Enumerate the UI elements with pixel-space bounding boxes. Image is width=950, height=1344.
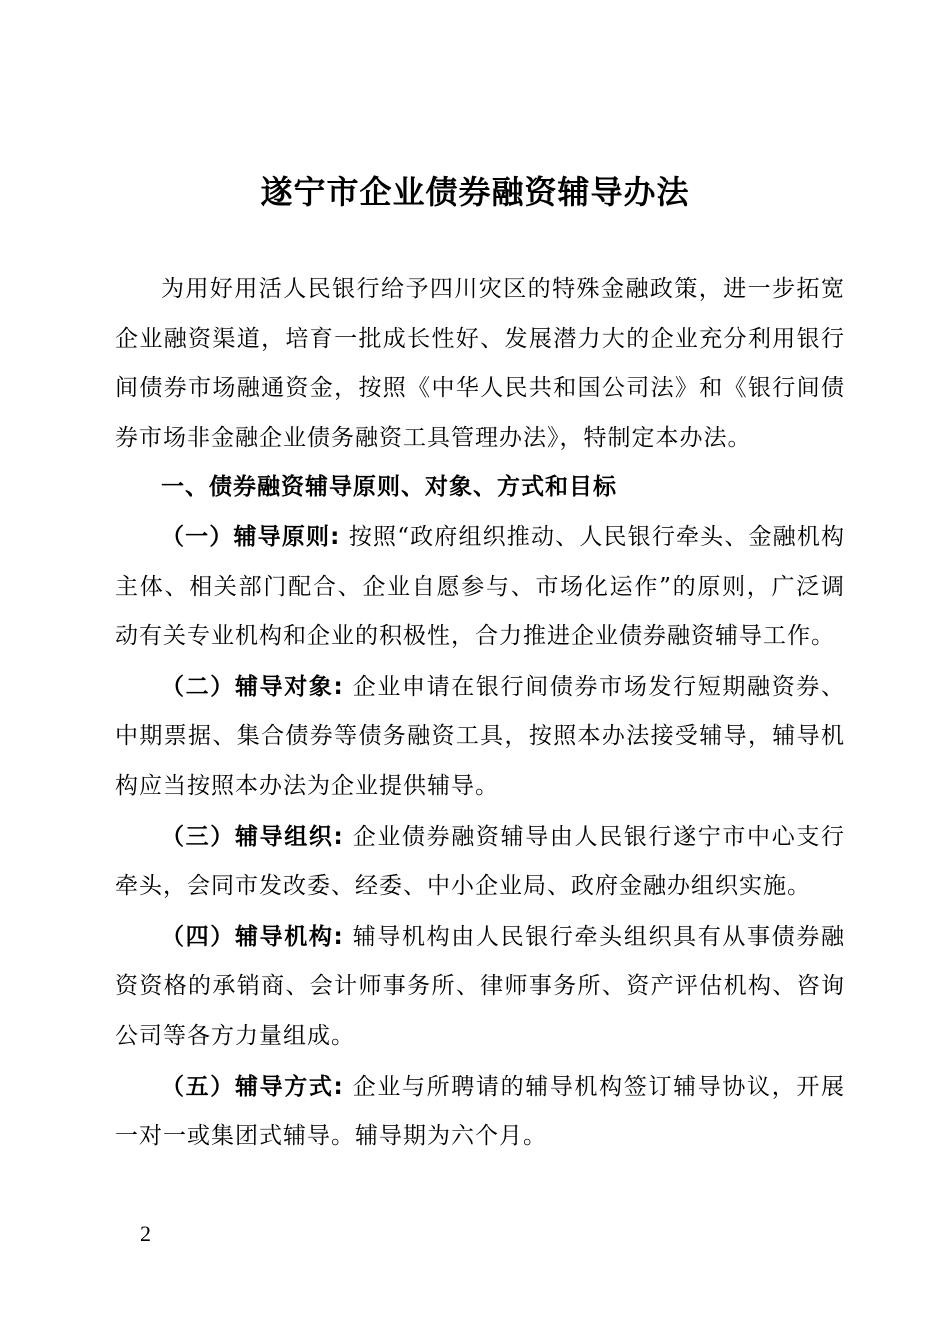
page-number: 2 bbox=[140, 1221, 151, 1246]
intro-paragraph: 为用好用活人民银行给予四川灾区的特殊金融政策，进一步拓宽企业融资渠道，培育一批成长性好、发展潜力大的企业充分利用银行间债券市场融通资金，按照《中华人民共和国公司法》和《银行间债券市场非金融企业债务融资工具管理办法》，特制定本办法。 bbox=[115, 276, 845, 451]
item-paragraph-5 bbox=[115, 1063, 845, 1162]
item-label: （三）辅导组织: bbox=[161, 823, 344, 850]
document-title: 遂宁市企业债券融资辅导办法 bbox=[260, 173, 690, 211]
item-label: （二）辅导对象: bbox=[161, 673, 344, 700]
item-paragraph-4 bbox=[115, 913, 845, 1062]
item-text: 按照“政府组织推动、人民银行牵头、金融机构主体、相关部门配合、企业自愿参与、市场化运作”的原则，广泛调动有关专业机构和企业的积极性，合力推进企业债券融资辅导工作。 bbox=[115, 523, 845, 650]
item-label: （五）辅导方式: bbox=[161, 1073, 344, 1100]
item-text: 企业申请在银行间债券市场发行短期融资券、中期票据、集合债券等债务融资工具，按照本办法接受辅导，辅导机构应当按照本办法为企业提供辅导。 bbox=[115, 673, 845, 799]
item-text: 企业债券融资辅导由人民银行遂宁市中心支行牵头，会同市发改委、经委、中小企业局、政府金融办组织实施。 bbox=[115, 823, 845, 900]
item-text: 企业与所聘请的辅导机构签订辅导协议，开展一对一或集团式辅导。辅导期为六个月。 bbox=[115, 1073, 845, 1150]
item-paragraph-3 bbox=[115, 813, 845, 912]
item-label: （一）辅导原则: bbox=[161, 523, 341, 550]
item-label: （四）辅导机构: bbox=[161, 923, 344, 950]
item-paragraph-1 bbox=[115, 513, 845, 662]
document-body bbox=[115, 265, 845, 1162]
item-paragraph-2 bbox=[115, 663, 845, 812]
section-heading: 一、债券融资辅导原则、对象、方式和目标 bbox=[161, 474, 617, 501]
item-text: 辅导机构由人民银行牵头组织具有从事债券融资资格的承销商、会计师事务所、律师事务所、资产评估机构、咨询公司等各方力量组成。 bbox=[115, 923, 845, 1049]
